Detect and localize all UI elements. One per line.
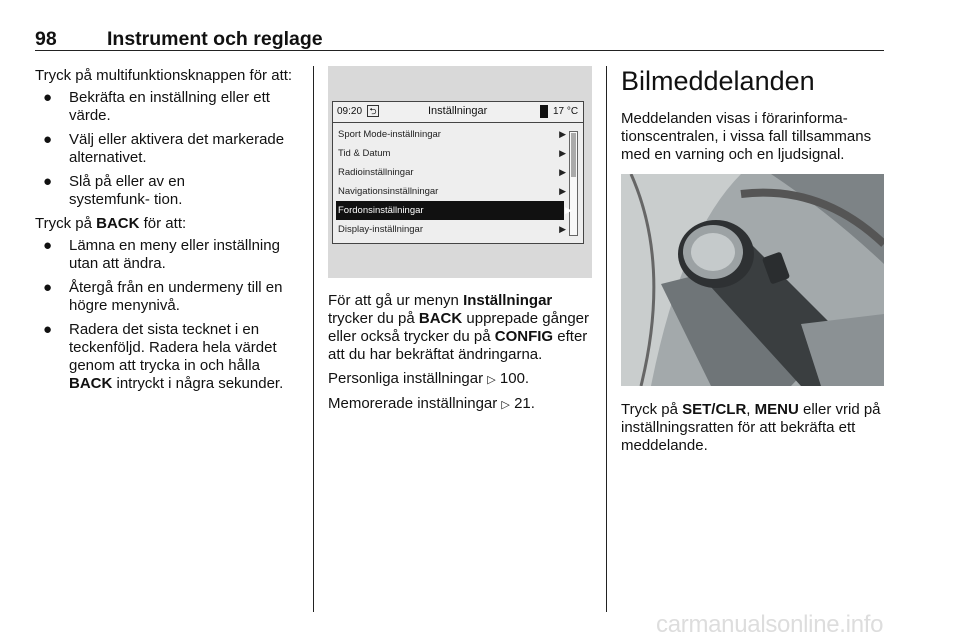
phone-icon [540,105,548,118]
scrollbar-thumb [571,133,576,177]
page-number: 98 [35,28,57,50]
display-menu-item: Fordonsinställningar ▶ [336,201,564,220]
cross-reference: Memorerade inställningar ▷ 21. [328,395,535,412]
display-menu-item: Sport Mode-inställningar ▶ [338,125,558,144]
chevron-right-icon: ▶ [559,224,566,234]
bullet-item: ● Slå på eller av en systemfunk- tion. [43,173,185,208]
confirm-message-paragraph: Tryck på SET/CLR, MENU eller vrid på inställningsratten för att bekräfta ett meddelande. [621,401,881,454]
page-header [35,28,323,51]
cross-reference: Personliga inställningar ▷ 100. [328,370,530,387]
reference-arrow-icon: ▷ [501,399,510,411]
display-time: 09:20 [337,106,363,117]
messages-intro: Meddelanden visas i förarinforma- tionscentralen, i vissa fall tillsammans med en varning och en ljudsignal. [621,110,872,163]
display-scrollbar [569,131,578,236]
chevron-right-icon: ▶ [559,186,566,196]
chevron-right-icon: ▶ [559,167,566,177]
display-title: Inställningar [428,105,488,117]
reference-arrow-icon: ▷ [487,374,496,386]
chevron-right-icon: ▶ [565,205,572,215]
display-menu-item: Tid & Datum ▶ [338,144,558,163]
chevron-right-icon: ▶ [559,148,566,158]
display-temperature: 17 °C [553,106,579,117]
section-title: Instrument och reglage [107,28,323,50]
intro-text: Tryck på multifunktionsknappen för att: [35,67,293,84]
watermark: carmanualsonline.info [656,611,884,638]
display-menu-item: Display-inställningar ▶ [338,220,558,239]
steering-stalk-illustration [621,174,884,386]
column-divider-2 [606,66,607,612]
exit-menu-paragraph: För att gå ur menyn Inställningar trycker du på BACK upprepade gånger eller också trycker du på CONFIG efter att du har bekräftat ändringarna. [328,292,589,363]
display-menu-item: Radioinställningar ▶ [338,163,558,182]
header-rule [35,50,884,51]
bullet-item: ● Bekräfta en inställning eller ett värde. [43,89,270,124]
chevron-right-icon: ▶ [559,129,566,139]
back-arrow-icon: ⮌ [367,105,379,117]
display-menu-list [332,123,584,244]
bullet-item: ● Lämna en meny eller inställning utan att ändra. [43,237,280,272]
stalk-photo [621,174,884,386]
bullet-item: ● Återgå från en undermeny till en högre menynivå. [43,279,283,314]
display-menu-item: Navigationsinställningar ▶ [338,182,558,201]
column-2-text [328,292,593,414]
back-intro: Tryck på BACK för att: [35,215,187,232]
bullet-item: ● Radera det sista tecknet i en teckenföljd. Radera hela värdet genom att trycka in och hålla BACK intryckt i några sekunder. [43,321,284,392]
column-divider-1 [313,66,314,612]
section-heading: Bilmeddelanden [621,66,815,96]
bullet-item: ● Välj eller aktivera det markerade alternativet. [43,131,285,166]
column-1 [35,67,300,393]
display-top-bar [332,101,584,123]
